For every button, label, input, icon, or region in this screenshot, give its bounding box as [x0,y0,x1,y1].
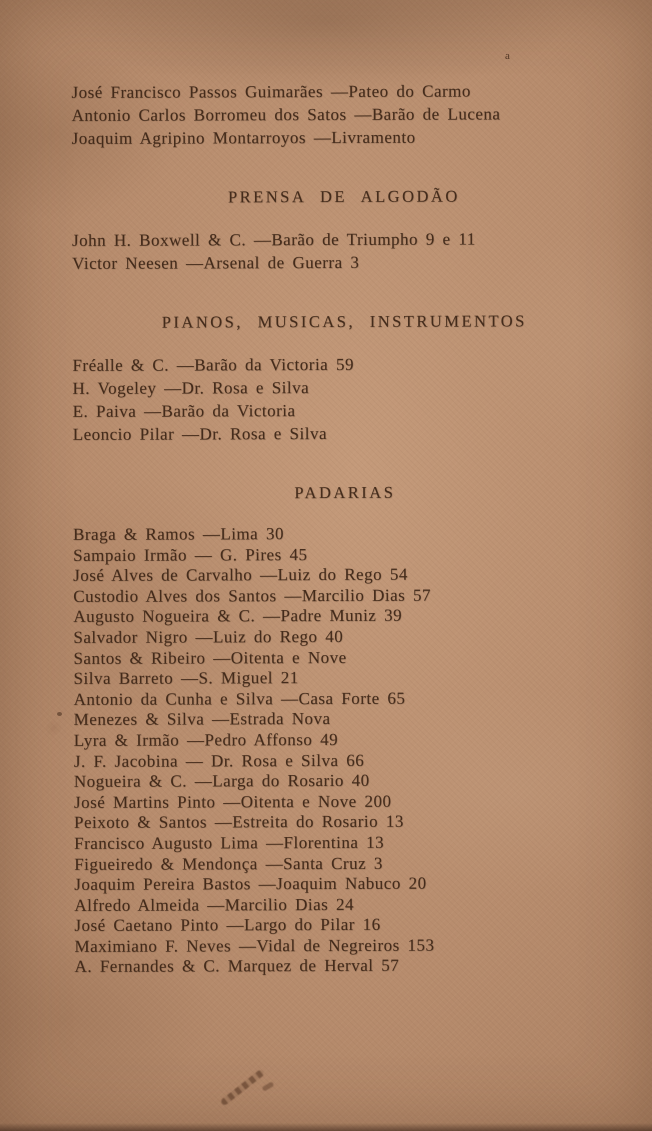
directory-entry: Braga & Ramos —Lima 30 [72,524,284,544]
directory-entry: Joaquim Agripino Montarroyos —Livramento [71,127,416,148]
directory-entry: Lyra & Irmão —Pedro Affonso 49 [73,729,339,750]
scan-edge-shadow [0,1123,652,1131]
directory-entry: José Martins Pinto —Oitenta e Nove 200 [73,791,392,812]
directory-entry: Antonio Carlos Borromeu dos Satos —Barão de Lucena [71,104,501,125]
directory-entry: Menezes & Silva —Estrada Nova [73,709,331,730]
directory-entry: Antonio da Cunha e Silva —Casa Forte 65 [73,688,406,709]
ink-spot [57,712,62,716]
print-artifact: a [505,50,510,62]
directory-entry: Figueiredo & Mendonça —Santa Cruz 3 [74,853,383,874]
directory-content [0,79,652,978]
directory-entry: Custodio Alves dos Santos —Marcilio Dias 57 [73,585,432,606]
directory-entry: Peixoto & Santos —Estreita do Rosario 13 [73,812,404,833]
directory-entry: Joaquim Pereira Bastos —Joaquim Nabuco 20 [74,873,427,894]
directory-entry: Santos & Ribeiro —Oitenta e Nove [73,647,347,668]
directory-entry: Sampaio Irmão — G. Pires 45 [73,544,308,565]
directory-entry: A. Fernandes & C. Marquez de Herval 57 [74,956,400,977]
directory-entry: Augusto Nogueira & C. —Padre Muniz 39 [73,606,403,627]
directory-section [73,480,619,978]
directory-section [72,184,616,275]
directory-entry: José Alves de Carvalho —Luiz do Rego 54 [73,564,408,586]
section-header: PRENSA DE ALGODÃO [227,186,460,207]
directory-entry: Victor Neesen —Arsenal de Guerra 3 [72,252,360,273]
directory-entry: Alfredo Almeida —Marcilio Dias 24 [74,894,355,915]
directory-entry: Nogueira & C. —Larga do Rosario 40 [73,770,370,792]
pencil-smudge [218,1082,276,1124]
directory-entry: Maximiano F. Neves —Vidal de Negreiros 153 [74,935,435,956]
directory-entry: José Caetano Pinto —Largo do Pilar 16 [74,915,381,936]
directory-entry: E. Paiva —Barão da Victoria [72,401,296,421]
directory-entry: Silva Barreto —S. Miguel 21 [73,668,299,689]
directory-entry: Salvador Nigro —Luiz do Rego 40 [73,626,344,647]
directory-entry: Fréalle & C. —Barão da Victoria 59 [72,354,354,375]
directory-section [71,79,615,150]
directory-entry: Leoncio Pilar —Dr. Rosa e Silva [72,423,328,444]
directory-entry: John H. Boxwell & C. —Barão de Triumpho 9 e 11 [71,229,476,250]
directory-section [72,309,616,446]
section-header: PADARIAS [294,482,396,503]
directory-entry: H. Vogeley —Dr. Rosa e Silva [72,378,310,398]
section-header: PIANOS, MUSICAS, INSTRUMENTOS [161,311,527,332]
directory-entry: José Francisco Passos Guimarães —Pateo do Carmo [71,81,471,102]
directory-entry: Francisco Augusto Lima —Florentina 13 [74,832,385,853]
directory-entry: J. F. Jacobina — Dr. Rosa e Silva 66 [73,750,365,771]
